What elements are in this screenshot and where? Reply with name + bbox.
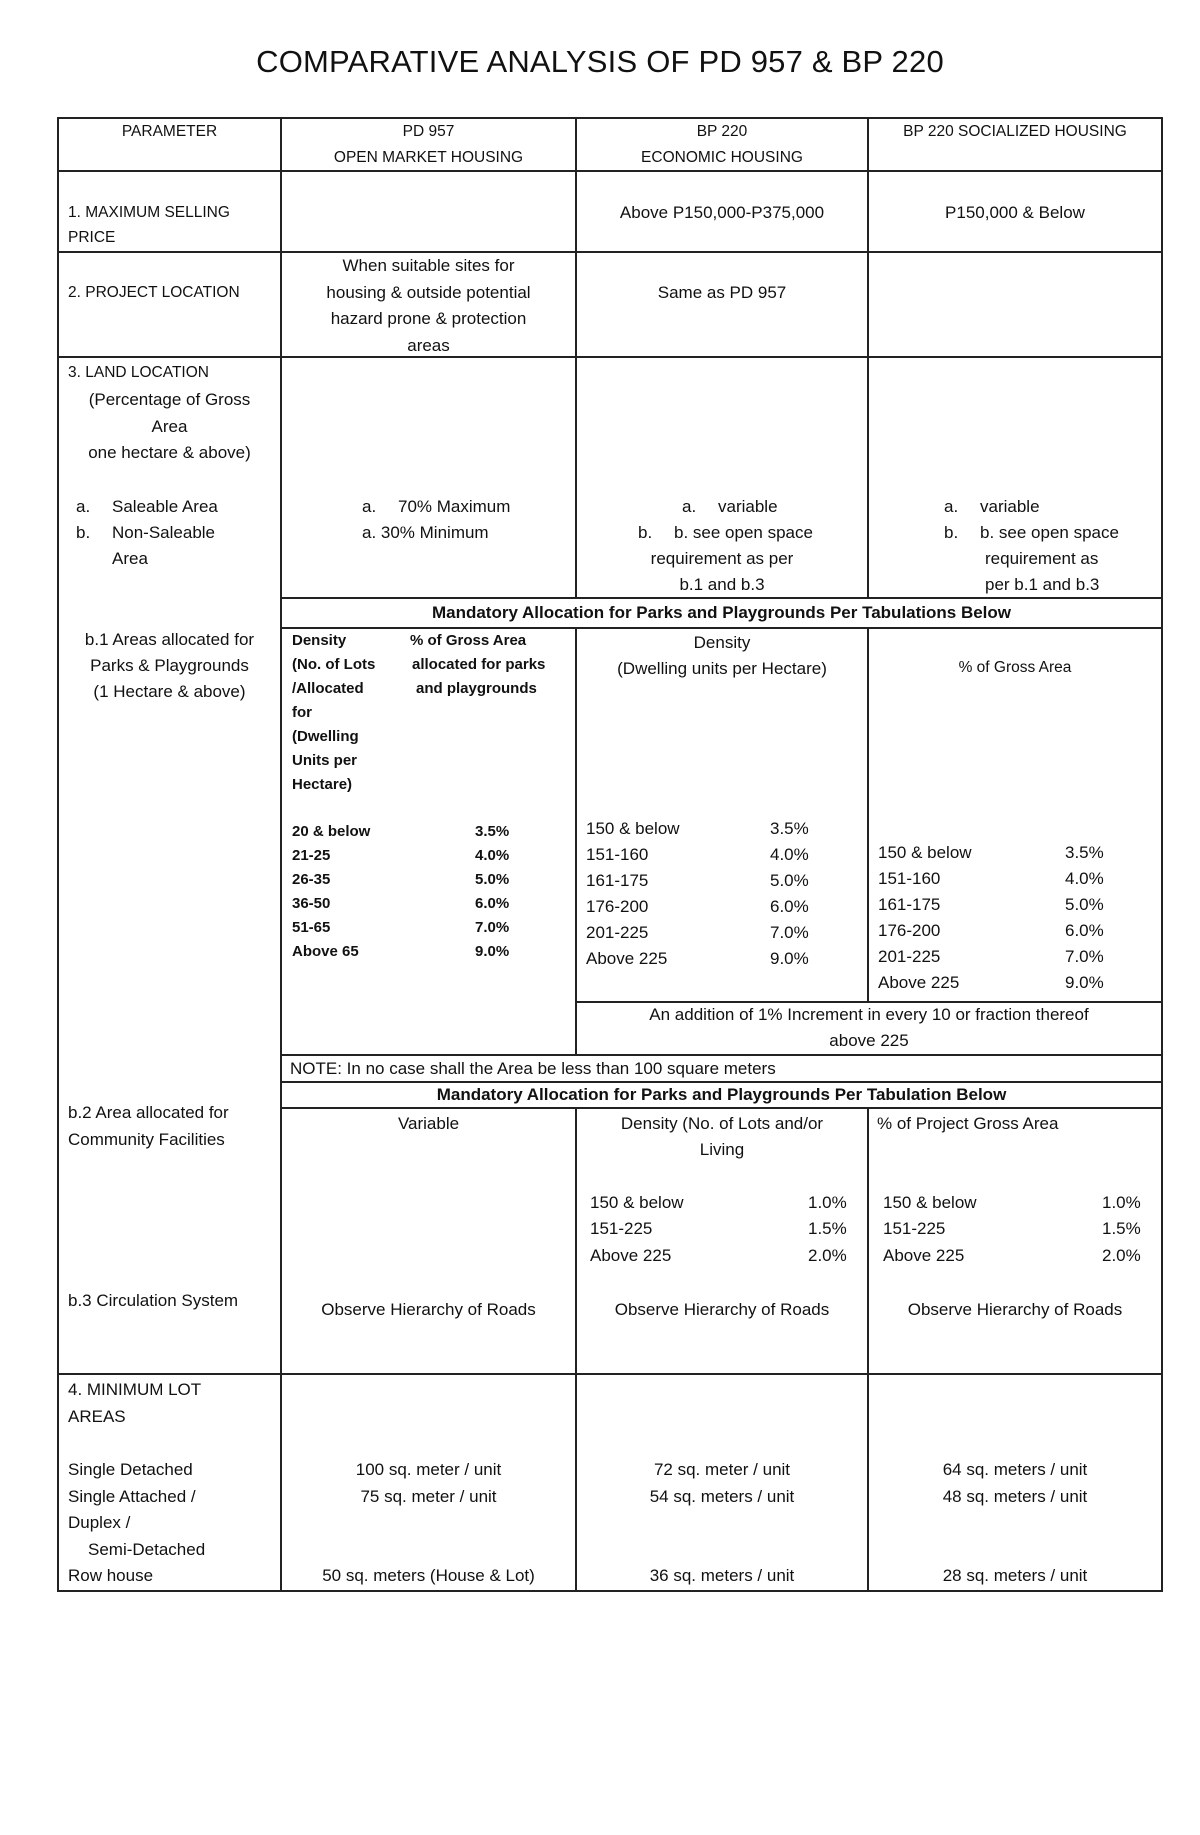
b2-label: b.2 Area allocated for: [68, 1103, 229, 1122]
b1-social-density: 201-225: [878, 947, 941, 966]
b1-econ-density: 161-175: [586, 871, 649, 890]
header-econ: BP 220: [696, 123, 748, 140]
b1-pd957-percent: 5.0%: [475, 871, 510, 888]
row4-pd957-value: 50 sq. meters (House & Lot): [322, 1566, 535, 1585]
b1-pd957-percent: 7.0%: [475, 919, 510, 936]
row3-social-value: variable: [980, 497, 1040, 516]
row2-label: 2. PROJECT LOCATION: [68, 284, 240, 301]
b1-pd957-density-head: Units per: [292, 752, 358, 769]
header-pd957: PD 957: [402, 123, 455, 140]
b1-social-density: Above 225: [878, 973, 960, 992]
b1-social-density: 161-175: [878, 895, 941, 914]
b2-econ-density: Above 225: [590, 1246, 672, 1265]
row4-type: Row house: [68, 1566, 154, 1585]
row4-pd957-value: 100 sq. meter / unit: [355, 1460, 502, 1479]
row3-social-marker: a.: [944, 497, 959, 516]
b2-econ-head: Density (No. of Lots and/or: [620, 1114, 824, 1133]
row4-label: 4. MINIMUM LOT: [68, 1380, 202, 1399]
b1-social-percent: 7.0%: [1065, 947, 1104, 966]
b1-econ-density: 151-160: [586, 845, 649, 864]
row4-social-value: 28 sq. meters / unit: [942, 1566, 1088, 1585]
row4-label: AREAS: [68, 1407, 126, 1426]
b1-pd957-percent-head: allocated for parks: [412, 656, 546, 673]
b2-label: Community Facilities: [68, 1130, 225, 1149]
row3-label: Area: [151, 417, 188, 436]
b3-pd957: Observe Hierarchy of Roads: [321, 1300, 536, 1319]
b2-social-head: % of Project Gross Area: [877, 1114, 1059, 1133]
b1-pd957-percent: 3.5%: [475, 823, 510, 840]
b1-social-head: % of Gross Area: [958, 659, 1072, 676]
row4-type: Single Attached /: [68, 1487, 196, 1506]
row3-econ-value: requirement as per: [650, 549, 794, 568]
row1-econ: Above P150,000-P375,000: [619, 203, 825, 222]
b1-econ-density: 176-200: [586, 897, 649, 916]
b1-social-density: 150 & below: [878, 843, 972, 862]
b2-econ-percent: 1.0%: [808, 1193, 847, 1212]
b1-econ-density: 150 & below: [586, 819, 680, 838]
row1-label: 1. MAXIMUM SELLING: [68, 204, 230, 221]
row3-label: (Percentage of Gross: [88, 390, 251, 409]
row3-item: Non-Saleable: [112, 523, 216, 542]
row4-type: Semi-Detached: [88, 1540, 206, 1559]
b1-pd957-density: 26-35: [292, 871, 331, 888]
b1-pd957-density: 20 & below: [292, 823, 371, 840]
b1-econ-percent: 6.0%: [770, 897, 809, 916]
row4-econ-value: 72 sq. meter / unit: [653, 1460, 791, 1479]
b2-social-density: Above 225: [883, 1246, 965, 1265]
b1-econ-percent: 7.0%: [770, 923, 809, 942]
row3-social-value: per b.1 and b.3: [985, 575, 1100, 594]
b1-social-percent: 6.0%: [1065, 921, 1104, 940]
b1-pd957-percent-head: and playgrounds: [416, 680, 537, 697]
row3-econ-value: b. see open space: [674, 523, 813, 542]
b3-econ: Observe Hierarchy of Roads: [614, 1300, 830, 1319]
row3-pd957-marker: a.: [362, 497, 377, 516]
mandatory-allocation-heading: Mandatory Allocation for Parks and Playgrounds Per Tabulations Below: [431, 603, 1012, 622]
document-title: COMPARATIVE ANALYSIS OF PD 957 & BP 220: [256, 44, 944, 79]
b3-label: b.3 Circulation System: [68, 1291, 239, 1310]
b1-pd957-density: 36-50: [292, 895, 331, 912]
b1-pd957-density: 51-65: [292, 919, 331, 936]
row3-econ-value: variable: [718, 497, 778, 516]
row3-econ-marker: b.: [638, 523, 653, 542]
b1-pd957-density: 21-25: [292, 847, 331, 864]
row3-item: Saleable Area: [112, 497, 218, 516]
row3-pd957-value: a. 30% Minimum: [362, 523, 489, 542]
b2-econ-head: Living: [699, 1140, 745, 1159]
b3-social: Observe Hierarchy of Roads: [907, 1300, 1123, 1319]
b2-pd957: Variable: [397, 1114, 460, 1133]
row3-item-marker: b.: [76, 523, 91, 542]
b1-pd957-density-head: for: [292, 704, 312, 721]
row3-social-marker: b.: [944, 523, 959, 542]
b1-pd957-percent: 9.0%: [475, 943, 510, 960]
b1-social-density: 176-200: [878, 921, 941, 940]
b1-econ-percent: 5.0%: [770, 871, 809, 890]
b1-label: b.1 Areas allocated for: [84, 630, 255, 649]
row2-pd957-line: When suitable sites for: [342, 256, 515, 275]
b2-social-density: 150 & below: [883, 1193, 977, 1212]
b1-label: (1 Hectare & above): [93, 682, 246, 701]
row4-type: Single Detached: [68, 1460, 193, 1479]
row2-pd957-line: housing & outside potential: [326, 283, 531, 302]
row1-label-cont: PRICE: [68, 229, 116, 246]
header-pd957-sub: OPEN MARKET HOUSING: [333, 149, 524, 166]
b1-econ-percent: 9.0%: [770, 949, 809, 968]
b1-econ-percent: 3.5%: [770, 819, 809, 838]
b1-social-density: 151-160: [878, 869, 941, 888]
row3-econ-marker: a.: [682, 497, 697, 516]
row2-econ: Same as PD 957: [657, 283, 787, 302]
b1-pd957-density-head: (Dwelling: [292, 728, 359, 745]
row3-pd957-value: 70% Maximum: [398, 497, 511, 516]
row3-econ-value: b.1 and b.3: [679, 575, 765, 594]
b1-econ-head: (Dwelling units per Hectare): [617, 659, 827, 678]
b1-social-percent: 4.0%: [1065, 869, 1104, 888]
b1-pd957-density-head: Hectare): [292, 776, 353, 793]
b1-econ-density: Above 225: [586, 949, 668, 968]
b2-econ-percent: 2.0%: [808, 1246, 847, 1265]
row3-social-value: b. see open space: [980, 523, 1119, 542]
minimum-area-note: NOTE: In no case shall the Area be less than 100 square meters: [290, 1059, 776, 1078]
row4-type: Duplex /: [68, 1513, 131, 1532]
row3-item: Area: [112, 549, 148, 568]
row3-social-value: requirement as: [985, 549, 1099, 568]
b1-label: Parks & Playgrounds: [90, 656, 249, 675]
b1-social-percent: 5.0%: [1065, 895, 1104, 914]
b1-increment-note: An addition of 1% Increment in every 10 or fraction thereof: [649, 1005, 1089, 1024]
row1-social: P150,000 & Below: [945, 203, 1085, 222]
row4-pd957-value: 75 sq. meter / unit: [360, 1487, 497, 1506]
b1-econ-density: 201-225: [586, 923, 649, 942]
row2-pd957-line: areas: [407, 336, 450, 355]
b2-social-percent: 1.5%: [1102, 1219, 1141, 1238]
b1-pd957-density: Above 65: [292, 943, 359, 960]
mandatory-allocation-heading: Mandatory Allocation for Parks and Playgrounds Per Tabulation Below: [436, 1085, 1007, 1104]
header-econ-sub: ECONOMIC HOUSING: [641, 149, 803, 166]
row2-pd957-line: hazard prone & protection: [330, 309, 527, 328]
row3-label: one hectare & above): [88, 443, 251, 462]
b1-increment-note: above 225: [829, 1031, 909, 1050]
b1-social-percent: 3.5%: [1065, 843, 1104, 862]
row3-label: 3. LAND LOCATION: [68, 364, 209, 381]
b1-pd957-percent-head: % of Gross Area: [410, 632, 527, 649]
b1-pd957-density-head: (No. of Lots: [292, 656, 376, 673]
b2-econ-density: 151-225: [590, 1219, 653, 1238]
b1-econ-percent: 4.0%: [770, 845, 809, 864]
b2-social-percent: 2.0%: [1102, 1246, 1141, 1265]
b1-pd957-density-head: Density: [292, 632, 347, 649]
b1-social-percent: 9.0%: [1065, 973, 1104, 992]
b2-econ-density: 150 & below: [590, 1193, 684, 1212]
header-social: BP 220 SOCIALIZED HOUSING: [903, 123, 1127, 140]
row4-social-value: 64 sq. meters / unit: [942, 1460, 1088, 1479]
b1-pd957-percent: 4.0%: [475, 847, 510, 864]
b2-econ-percent: 1.5%: [808, 1219, 847, 1238]
b1-pd957-percent: 6.0%: [475, 895, 510, 912]
b2-social-percent: 1.0%: [1102, 1193, 1141, 1212]
b2-social-density: 151-225: [883, 1219, 946, 1238]
row4-econ-value: 36 sq. meters / unit: [649, 1566, 795, 1585]
b1-pd957-density-head: /Allocated: [292, 680, 364, 697]
header-parameter: PARAMETER: [121, 123, 218, 140]
row4-social-value: 48 sq. meters / unit: [942, 1487, 1088, 1506]
b1-econ-head: Density: [693, 633, 751, 652]
row3-item-marker: a.: [76, 497, 91, 516]
row4-econ-value: 54 sq. meters / unit: [649, 1487, 795, 1506]
